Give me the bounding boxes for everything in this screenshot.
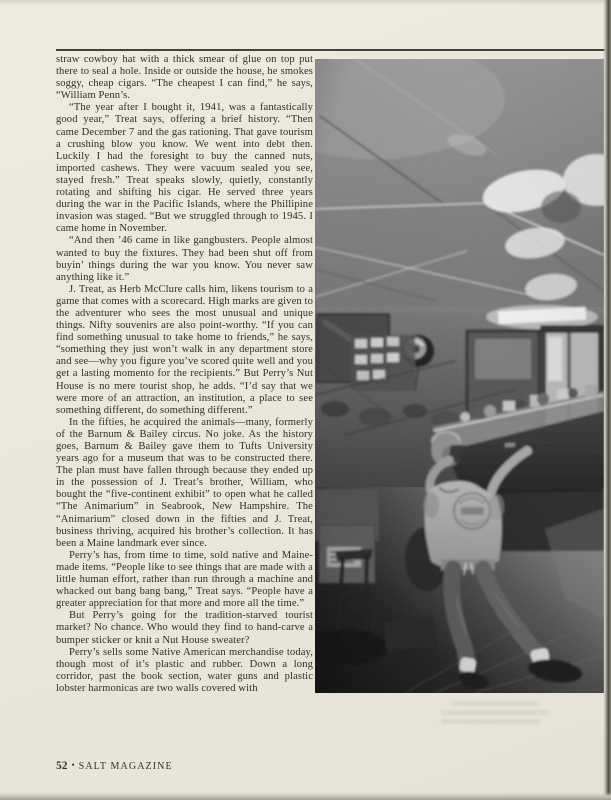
page-top-edge: [0, 0, 611, 5]
bullet-separator: •: [71, 760, 75, 770]
page-footer: [56, 760, 173, 772]
article-paragraph: But Perry’s going for the tradition-starved tourist market? No chance. Who would they find to hand-carve a bumper sticker or knit a Nut House sweater?: [56, 610, 313, 646]
article-paragraph: In the fifties, he acquired the animals—many, formerly of the Barnum & Bailey circus. No joke. As the history goes, Barnum & Bailey gave them to Tufts University years ago for a museum that was to be constructed there. The plan must have fallen through because they ended up in the possession of J. Treat’s brother, William, who bought the “five-continent exhibit” to open what he called “The Animarium” in Seabrook, New Hampshire. The “Animarium” closed down in the fifties and J. Treat, business thriving, acquired his brother’s collection. It has been a Maine landmark ever since.: [56, 416, 313, 549]
article-paragraph: Perry’s sells some Native American merchandise today, though most of it’s plastic and rubber. Down a long corridor, past the book section, water guns and plastic lobster harmonicas are two walls covered with: [56, 646, 313, 694]
page-number: 52: [56, 760, 68, 772]
bleed-through-line: [441, 710, 549, 715]
article-paragraph: “And then ’46 came in like gangbusters. People almost wanted to buy the fixtures. They had been shut off from buyin’ things during the war you know. You never saw anything like it.”: [56, 235, 313, 283]
article-paragraph: straw cowboy hat with a thick smear of glue on top put there to seal a hole. Inside or outside the house, he smokes soggy, cheap cigars. “The cheapest I can find,” he says, “William Penn’s.: [56, 54, 313, 102]
page-bottom-edge: [0, 792, 611, 800]
top-rule: [56, 49, 608, 51]
article-paragraph: Perry’s has, from time to time, sold native and Maine-made items. “People like to see things that are made with a little human effort, rather than run through a machine and whacked out bang bang bang,” Treat says. “People have a greater appreciation for that more and more all the time.”: [56, 549, 313, 610]
bleed-through-line: [441, 719, 541, 724]
store-photograph: [315, 59, 604, 693]
photo-grain: [315, 59, 604, 693]
bleed-through-line: [451, 701, 539, 706]
article-paragraph: J. Treat, as Herb McClure calls him, likens tourism to a game that comes with a scorecard. High marks are given to the adventurer who sees the most unusual and unique things. Nifty souvenirs are also point-worthy. “If you can find something unusual to take home to friends,” he says, “something they just won’t walk in any department store and see—why you figure you’ve scored quite well and you get a lasting momento for the recipients.” But Perry’s Nut House is no mere tourist shop, he adds. “I’d say that we were more of an attraction, an institution, a place to see something different, do something different.”: [56, 283, 313, 416]
article-text-column: [56, 54, 313, 695]
magazine-name: SALT MAGAZINE: [78, 761, 173, 772]
article-paragraph: “The year after I bought it, 1941, was a fantastically good year,” Treat says, offering a brief history. “Then came December 7 and the gas rationing. That gave tourism a crushing blow you know. We went into debt then. Luckily I had the foresight to buy the canned nuts, imported cashews. They were vacuum sealed you see, stayed fresh.” Treat speaks slowly, quietly, constantly rotating and shifting his cigar. He served three years during the war in the Pacific Islands, where the Phillipine invasion was staged. “But we struggled through to 1945. I came home in November.: [56, 102, 313, 235]
page-edge-shadow: [603, 0, 611, 800]
bleed-through-text: [441, 701, 551, 728]
